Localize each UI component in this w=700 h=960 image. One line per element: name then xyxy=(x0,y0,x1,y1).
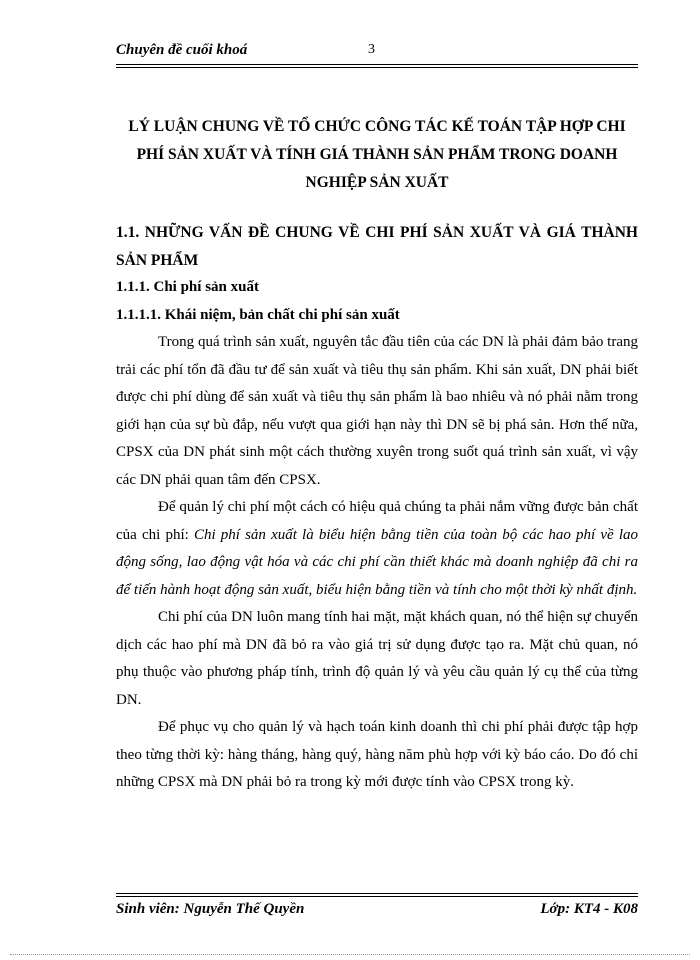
section-heading-1-1: 1.1. NHỮNG VẤN ĐỀ CHUNG VỀ CHI PHÍ SẢN XUẤT VÀ GIÁ THÀNH SẢN PHẨM xyxy=(116,224,638,269)
section-heading-1-1-1-1: 1.1.1.1. Khái niệm, bản chất chi phí sản xuất xyxy=(116,306,400,323)
paragraph-2-lead: Để quản lý chi phí một cách có hiệu quả chúng ta phải nắm vững được bản chất của chi phí: xyxy=(116,499,638,543)
footer-student: Sinh viên: Nguyễn Thế Quyền xyxy=(116,901,305,917)
footer-class: Lớp: KT4 - K08 xyxy=(540,901,638,917)
paragraph-1: Trong quá trình sản xuất, nguyên tắc đầu tiên của các DN là phải đảm bảo trang trải các phí tổn đã đầu tư để sản xuất và tiêu thụ sản phẩm. Khi sản xuất, DN phải biết được chi phí dùng để sản xuất và tiêu thụ sản phẩm là bao nhiêu và nó phải nằm trong giới hạn của sự bù đắp, nếu vượt qua giới hạn này thì DN sẽ bị phá sản. Hơn thế nữa, CPSX của DN phát sinh một cách thường xuyên trong suốt quá trình sản xuất, vì vậy các DN phải quan tâm đến CPSX. xyxy=(116,334,638,488)
page-header xyxy=(116,42,638,64)
footer-rule xyxy=(116,893,638,897)
page-edge-divider xyxy=(10,954,690,955)
page-number: 3 xyxy=(368,42,375,57)
paragraph-3: Chi phí của DN luôn mang tính hai mặt, mặt khách quan, nó thể hiện sự chuyển dịch các hao phí mà DN đã bỏ ra vào giá trị sử dụng được tạo ra. Mặt chủ quan, nó phụ thuộc vào phương pháp tính, trình độ quản lý và yêu cầu quản lý cụ thể của từng DN. xyxy=(116,609,638,708)
chapter-title: LÝ LUẬN CHUNG VỀ TỔ CHỨC CÔNG TÁC KẾ TOÁN TẬP HỢP CHI PHÍ SẢN XUẤT VÀ TÍNH GIÁ THÀNH SẢN PHẨM TRONG DOANH NGHIỆP SẢN XUẤT xyxy=(128,118,626,191)
header-rule xyxy=(116,64,638,68)
paragraph-4: Để phục vụ cho quản lý và hạch toán kinh doanh thì chi phí phải được tập hợp theo từng thời kỳ: hàng tháng, hàng quý, hàng năm phù hợp với kỳ báo cáo. Do đó chỉ những CPSX mà DN phải bỏ ra trong kỳ mới được tính vào CPSX trong kỳ. xyxy=(116,719,638,790)
header-title: Chuyên đề cuối khoá xyxy=(116,42,248,58)
section-heading-1-1-1: 1.1.1. Chi phí sản xuất xyxy=(116,279,259,295)
paragraph-2-definition: Chi phí sản xuất là biểu hiện bằng tiền của toàn bộ các hao phí về lao động sống, lao động vật hóa và các chi phí cần thiết khác mà doanh nghiệp đã chi ra để tiến hành hoạt động sản xuất, biểu hiện bằng tiền và tính cho một thời kỳ nhất định. xyxy=(116,526,638,598)
document-body xyxy=(116,219,638,797)
paragraph-2 xyxy=(116,494,638,604)
